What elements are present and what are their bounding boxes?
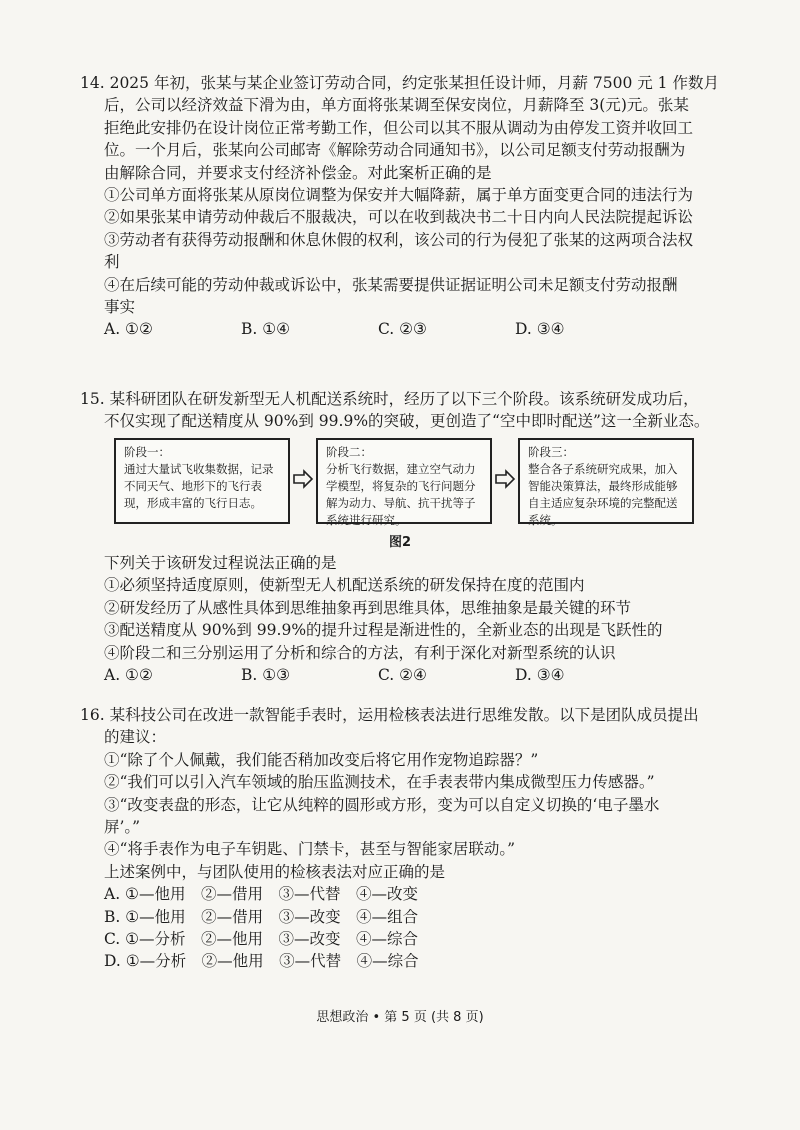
stage-1-text: 通过大量试飞收集数据，记录不同天气、地形下的飞行表现，形成丰富的飞行日志。 [124, 462, 274, 510]
stage-1-box [114, 438, 290, 524]
question-16 [80, 704, 730, 973]
q15-option-b: B. ①③ [241, 666, 291, 685]
q16-stem-line: 16. 某科技公司在改进一款智能手表时，运用检核表法进行思维发散。以下是团队成员提出 [80, 706, 699, 724]
q15-option-d: D. ③④ [515, 666, 565, 685]
q16-statement-3: ③“改变表盘的形态，让它从纯粹的圆形或方形，变为可以自定义切换的‘电子墨水 [104, 795, 660, 814]
q15-prompt: 下列关于该研发过程说法正确的是 [104, 554, 337, 572]
stage-flow-diagram [114, 438, 694, 526]
q15-statement-4: ④阶段二和三分别运用了分析和综合的方法，有利于深化对新型系统的认识 [104, 643, 616, 662]
page-footer: 思想政治 • 第 5 页 (共 8 页) [316, 1010, 484, 1025]
q14-stem-line: 由解除合同，并要求支付经济补偿金。对此案析正确的是 [104, 163, 492, 182]
q14-stem-line: 拒绝此安排仍在设计岗位正常考勤工作，但公司以其不服从调动为由停发工资并收回工 [104, 118, 694, 137]
stage-2-text: 分析飞行数据，建立空气动力学模型，将复杂的飞行问题分解为动力、导航、抗干扰等子系统进行研究。 [326, 462, 476, 527]
q15-option-c: C. ②④ [378, 666, 427, 685]
q14-statement-1: ①公司单方面将张某从原岗位调整为保安并大幅降薪，属于单方面变更合同的违法行为 [104, 186, 694, 205]
stage-3-box [518, 438, 694, 527]
question-14 [80, 72, 730, 341]
q14-statement-2: ②如果张某申请劳动仲裁后不服裁决，可以在收到裁决书二十日内向人民法院提起诉讼 [104, 208, 694, 227]
q16-option-d: D. ①—分析 ②—他用 ③—代替 ④—综合 [104, 952, 419, 971]
q14-statement-3-cont: 利 [104, 253, 120, 272]
q14-option-a: A. ①② [104, 320, 153, 339]
q16-option-b: B. ①—他用 ②—借用 ③—改变 ④—组合 [104, 907, 419, 926]
question-15-body [80, 552, 730, 686]
q14-stem-line: 后，公司以经济效益下滑为由，单方面将张某调至保安岗位，月薪降至 3(元)元。张某 [104, 96, 689, 115]
figure-caption: 图2 [388, 535, 412, 550]
q14-stem-line: 位。一个月后，张某向公司邮寄《解除劳动合同通知书》，以公司足额支付劳动报酬为 [104, 141, 686, 160]
q15-statement-2: ②研发经历了从感性具体到思维抽象再到思维具体，思维抽象是最关键的环节 [104, 598, 632, 617]
q15-statement-1: ①必须坚持适度原则，使新型无人机配送系统的研发保持在度的范围内 [104, 576, 585, 595]
q14-statement-3: ③劳动者有获得劳动报酬和休息休假的权利，该公司的行为侵犯了张某的这两项合法权 [104, 230, 694, 249]
stage-2-box [316, 438, 492, 527]
q16-statement-4: ④“将手表作为电子车钥匙、门禁卡，甚至与智能家居联动。” [104, 840, 516, 859]
arrow-right-icon [494, 468, 516, 490]
q16-statement-2: ②“我们可以引入汽车领域的胎压监测技术，在手表表带内集成微型压力传感器。” [104, 773, 655, 792]
stage-1-title: 阶段一： [124, 445, 170, 459]
q16-stem-line: 的建议： [104, 728, 167, 747]
q16-option-c: C. ①—分析 ②—他用 ③—改变 ④—综合 [104, 930, 419, 949]
q16-prompt: 上述案例中，与团队使用的检核表法对应正确的是 [104, 862, 446, 881]
stage-3-title: 阶段三： [528, 445, 574, 459]
q14-stem-line: 14. 2025 年初，张某与某企业签订劳动合同，约定张某担任设计师，月薪 7500 元 1 作数月 [80, 74, 719, 92]
q14-option-b: B. ①④ [241, 320, 291, 339]
arrow-right-icon [292, 468, 314, 490]
q14-statement-4: ④在后续可能的劳动仲裁或诉讼中，张某需要提供证据证明公司未足额支付劳动报酬 [104, 275, 678, 294]
stage-2-title: 阶段二： [326, 445, 372, 459]
q14-option-c: C. ②③ [378, 320, 427, 339]
stage-3-text: 整合各子系统研究成果，加入智能决策算法，最终形成能够自主适应复杂环境的完整配送系统。 [528, 462, 678, 527]
q15-statement-3: ③配送精度从 90%到 99.9%的提升过程是渐进性的，全新业态的出现是飞跃性的 [104, 621, 663, 640]
q15-options [80, 664, 730, 686]
q14-option-d: D. ③④ [515, 320, 565, 339]
q15-stem-line: 15. 某科研团队在研发新型无人机配送系统时，经历了以下三个阶段。该系统研发成功后， [80, 390, 699, 408]
question-15 [80, 388, 730, 433]
q16-statement-1: ①“除了个人佩戴，我们能否稍加改变后将它用作宠物追踪器？” [104, 750, 539, 769]
q15-option-a: A. ①② [104, 666, 153, 685]
q16-option-a: A. ①—他用 ②—借用 ③—代替 ④—改变 [104, 885, 418, 904]
q14-options [80, 318, 730, 340]
q15-stem-line: 不仅实现了配送精度从 90%到 99.9%的突破，更创造了“空中即时配送”这一全新业态。 [104, 412, 710, 431]
q16-statement-3-cont: 屏’。” [104, 818, 141, 837]
q14-statement-4-cont: 事实 [104, 298, 136, 317]
